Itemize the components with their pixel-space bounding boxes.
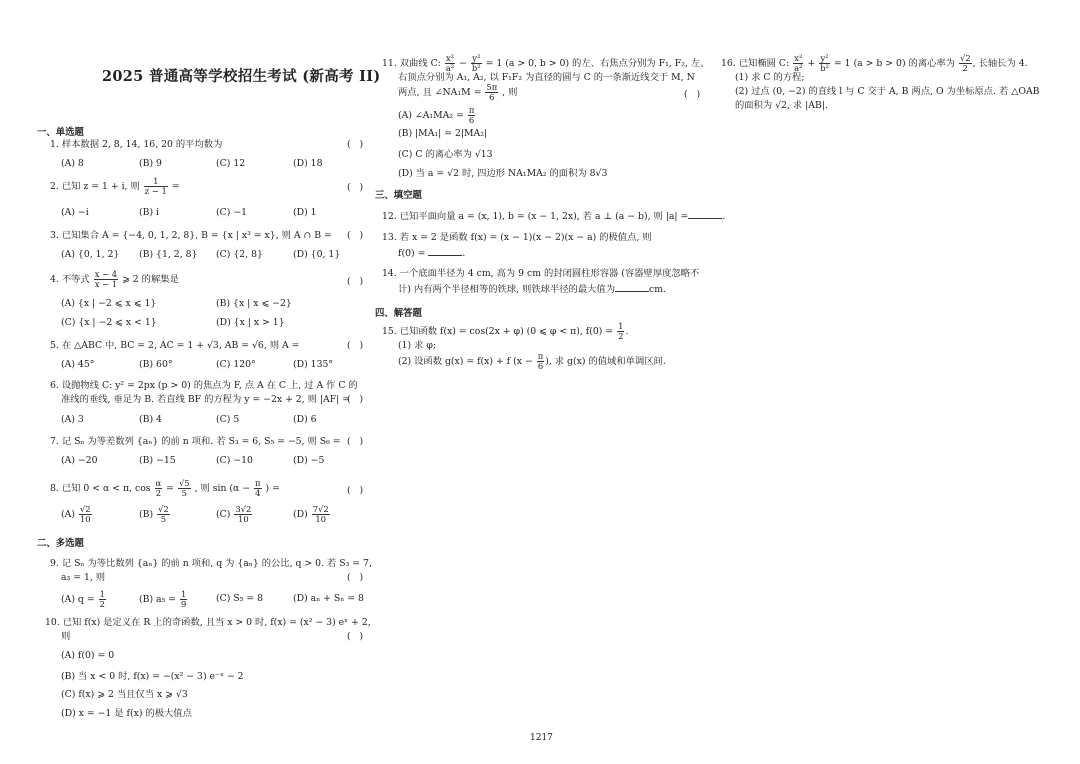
question-2-text: 2. 已知 z = 1 + i, 则 — [50, 181, 140, 192]
fraction-denominator: 6 — [468, 115, 475, 125]
question-16-line-1 — [721, 54, 1028, 73]
question-8-stem — [50, 479, 280, 498]
question-11-text: 11. 双曲线 C: — [382, 58, 441, 69]
fraction — [471, 54, 482, 73]
option-c: (C) −1 — [216, 207, 248, 218]
option-label: (D) — [293, 509, 308, 520]
fraction-denominator: 6 — [537, 361, 544, 371]
fraction-denominator: 10 — [238, 514, 249, 524]
answer-blank[interactable] — [428, 246, 462, 256]
fraction-denominator: 4 — [255, 488, 261, 498]
fraction-numerator: 7√2 — [312, 504, 329, 514]
fraction — [445, 54, 455, 73]
option-b: (B) {1, 2, 8} — [139, 249, 198, 260]
fraction — [617, 322, 624, 341]
fraction-numerator: π — [468, 105, 475, 115]
option-label: (A) — [61, 509, 75, 520]
option-d — [293, 505, 331, 524]
question-16-text: 16. 已知椭圆 C: — [721, 58, 790, 69]
fraction-denominator: a² — [445, 63, 455, 73]
option-c: (C) {2, 8} — [216, 249, 263, 260]
section-heading-single-choice: 一、单选题 — [37, 127, 84, 138]
fraction — [468, 106, 476, 125]
fraction-numerator: x² — [445, 53, 455, 63]
question-6-line-2: 准线的垂线, 垂足为 B. 若直线 BF 的方程为 y = −2x + 2, 则 |AF| = — [61, 394, 351, 405]
fraction-numerator: 1 — [144, 177, 168, 187]
question-8-text-end: ) = — [265, 483, 280, 494]
option-a — [398, 106, 476, 125]
fraction-denominator: 9 — [181, 599, 187, 609]
question-3-stem: 3. 已知集合 A = {−4, 0, 1, 2, 8}, B = {x | x³ = x}, 则 A ∩ B = — [50, 230, 332, 241]
fraction — [254, 479, 262, 498]
question-11-text: 两点, 且 ∠NA₁M = — [398, 87, 482, 98]
option-label: (A) q = — [61, 594, 95, 605]
question-1-stem: 1. 样本数据 2, 8, 14, 16, 20 的平均数为 — [50, 139, 223, 150]
option-d: (D) −5 — [293, 455, 325, 466]
fraction-denominator: 2 — [962, 63, 968, 73]
answer-bracket: ( ) — [347, 276, 364, 287]
option-b: (B) i — [139, 207, 160, 218]
fraction — [155, 479, 163, 498]
fraction-numerator: √2 — [959, 53, 971, 63]
question-8-text: 8. 已知 0 < α < π, cos — [50, 483, 151, 494]
option-c: (C) 12 — [216, 158, 246, 169]
option-c: (C) 120° — [216, 359, 256, 370]
answer-blank[interactable] — [615, 282, 649, 292]
option-c — [216, 505, 253, 524]
question-12-stem — [382, 209, 725, 223]
option-c: (C) f(x) ⩾ 2 当且仅当 x ⩾ √3 — [61, 689, 188, 700]
option-a: (A) f(0) = 0 — [61, 650, 115, 661]
question-10-line-1: 10. 已知 f(x) 是定义在 R 上的奇函数, 且当 x > 0 时, f(x) = (x² − 3) eˣ + 2, — [45, 617, 371, 628]
option-a: (A) {x | −2 ⩽ x ⩽ 1} — [61, 298, 157, 309]
fraction — [157, 505, 170, 524]
question-11-line-3 — [398, 83, 517, 102]
option-a: (A) −20 — [61, 455, 98, 466]
fraction-numerator: α — [155, 478, 162, 488]
question-16-text-end: , 长轴长为 4. — [972, 58, 1028, 69]
question-10-line-2: 则 — [61, 631, 71, 642]
option-a: (A) 8 — [61, 158, 84, 169]
fraction-denominator: 2 — [99, 599, 105, 609]
option-d: (D) x = −1 是 f(x) 的极大值点 — [61, 708, 192, 719]
option-b: (B) −15 — [139, 455, 176, 466]
option-c: (C) −10 — [216, 455, 253, 466]
fraction-numerator: x² — [794, 53, 803, 63]
answer-bracket: ( ) — [347, 631, 364, 642]
question-12-text-end: . — [722, 211, 726, 222]
fraction — [180, 590, 187, 609]
question-14-text-end: cm. — [649, 284, 667, 295]
option-a: (A) {0, 1, 2} — [61, 249, 120, 260]
fraction-numerator: √2 — [158, 504, 169, 514]
option-d: (D) 18 — [293, 158, 323, 169]
question-2-stem — [50, 177, 180, 196]
question-15-text-end: . — [625, 326, 629, 337]
fraction — [537, 352, 545, 371]
option-c: (C) C 的离心率为 √13 — [398, 149, 493, 160]
question-4-text-end: ⩾ 2 的解集是 — [122, 274, 179, 285]
question-13-text-end: . — [462, 248, 466, 259]
fraction — [79, 505, 92, 524]
question-11-text-end: , 则 — [502, 87, 518, 98]
question-2-text-end: = — [171, 181, 180, 192]
option-a: (A) 45° — [61, 359, 95, 370]
fraction-numerator: y² — [820, 53, 829, 63]
question-13-text: f(0) = — [398, 248, 426, 259]
question-4-stem — [50, 270, 179, 289]
question-15-line-2: (1) 求 φ; — [398, 340, 437, 351]
question-14-line-1: 14. 一个底面半径为 4 cm, 高为 9 cm 的封闭圆柱形容器 (容器壁厚度忽略不 — [382, 268, 700, 279]
option-b: (B) 当 x < 0 时, f(x) = −(x² − 3) e⁻ˣ − 2 — [61, 671, 244, 682]
answer-bracket: ( ) — [347, 436, 364, 447]
question-14-line-2 — [398, 282, 666, 296]
fraction — [99, 590, 106, 609]
option-b: (B) 60° — [139, 359, 173, 370]
option-b — [139, 505, 171, 524]
fraction-numerator: 1 — [618, 321, 624, 331]
question-9-line-2: a₃ = 1, 则 — [61, 572, 106, 583]
fraction-denominator: 5 — [181, 488, 187, 498]
question-9-line-1: 9. 记 Sₙ 为等比数列 {aₙ} 的前 n 项和, q 为 {aₙ} 的公比, q > 0. 若 S₃ = 7, — [50, 558, 372, 569]
option-d: (D) 1 — [293, 207, 317, 218]
option-c: (C) {x | −2 ⩽ x < 1} — [61, 317, 157, 328]
fraction-numerator: √5 — [178, 478, 190, 488]
section-heading-multiple-choice: 二、多选题 — [37, 538, 84, 549]
question-11-line-1 — [382, 54, 709, 73]
fraction-numerator: √2 — [79, 504, 91, 514]
question-11-line-2: 右顶点分别为 A₁, A₂, 以 F₁F₂ 为直径的圆与 C 的一条渐近线交于 M, N — [398, 72, 695, 83]
question-15-text-end: ), 求 g(x) 的值域和单调区间. — [545, 356, 666, 367]
question-7-stem: 7. 记 Sₙ 为等差数列 {aₙ} 的前 n 项和. 若 S₃ = 6, S₅ = −5, 则 S₆ = — [50, 436, 341, 447]
answer-bracket: ( ) — [347, 485, 364, 496]
section-heading-fill-in: 三、填空题 — [375, 190, 422, 201]
fraction-numerator: 5π — [486, 82, 498, 92]
fraction-numerator: 1 — [181, 589, 187, 599]
fraction-denominator: z − 1 — [144, 186, 167, 196]
answer-bracket: ( ) — [347, 230, 364, 241]
section-heading-problems: 四、解答题 — [375, 308, 422, 319]
question-15-text: 15. 已知函数 f(x) = cos(2x + φ) (0 ⩽ φ < π), f(0) = — [382, 326, 614, 337]
exam-title: 2025 普通高等学校招生考试 (新高考 II) — [102, 68, 381, 85]
question-6-line-1: 6. 设抛物线 C: y² = 2px (p > 0) 的焦点为 F, 点 A 在 C 上, 过 A 作 C 的 — [50, 380, 358, 391]
question-13-line-1: 13. 若 x = 2 是函数 f(x) = (x − 1)(x − 2)(x − a) 的极值点, 则 — [382, 232, 652, 243]
fraction — [144, 177, 168, 196]
question-14-text: 计) 内有两个半径相等的铁球, 则铁球半径的最大值为 — [398, 284, 616, 295]
fraction-denominator: 5 — [160, 514, 167, 524]
fraction-numerator: y² — [472, 53, 481, 63]
option-c: (C) S₅ = 8 — [216, 593, 264, 604]
question-5-stem: 5. 在 △ABC 中, BC = 2, AC = 1 + √3, AB = √6, 则 A = — [50, 340, 300, 351]
option-label: (B) — [139, 509, 154, 520]
option-d: (D) {x | x > 1} — [216, 317, 285, 328]
question-8-text-mid: , 则 sin (α − — [194, 483, 251, 494]
fraction-denominator: b² — [820, 63, 829, 73]
fraction — [312, 505, 330, 524]
answer-blank[interactable] — [688, 209, 722, 219]
fraction — [793, 54, 803, 73]
fraction-denominator: 2 — [155, 488, 162, 498]
fraction-denominator: 10 — [315, 514, 327, 524]
fraction-denominator: 2 — [618, 331, 624, 341]
question-16-text-mid: = 1 (a > b > 0) 的离心率为 — [833, 58, 956, 69]
answer-bracket: ( ) — [684, 89, 701, 100]
option-b: (B) 4 — [139, 414, 162, 425]
question-15-line-1 — [382, 322, 628, 341]
option-c: (C) 5 — [216, 414, 240, 425]
answer-bracket: ( ) — [347, 572, 364, 583]
question-15-line-3 — [398, 352, 666, 371]
answer-bracket: ( ) — [347, 182, 364, 193]
fraction-denominator: b² — [471, 63, 481, 73]
fraction — [94, 270, 118, 289]
plus-sign: + — [807, 58, 816, 69]
answer-bracket: ( ) — [347, 139, 364, 150]
option-d: (D) 6 — [293, 414, 317, 425]
page-number: 1217 — [530, 733, 553, 743]
option-d: (D) 当 a = √2 时, 四边形 NA₁MA₂ 的面积为 8√3 — [398, 168, 608, 179]
question-15-text: (2) 设函数 g(x) = f(x) + f (x − — [398, 356, 533, 367]
answer-bracket: ( ) — [347, 394, 364, 405]
option-d: (D) 135° — [293, 359, 334, 370]
option-a — [61, 505, 93, 524]
fraction — [485, 83, 498, 102]
answer-bracket: ( ) — [347, 340, 364, 351]
option-label: (A) ∠A₁MA₂ = — [398, 110, 464, 121]
question-16-line-3: (2) 过点 (0, −2) 的直线 l 与 C 交于 A, B 两点, O 为坐标原点. 若 △OAB — [735, 86, 1040, 97]
option-a: (A) −i — [61, 207, 89, 218]
fraction-denominator: 6 — [489, 92, 495, 102]
option-label: (B) a₅ = — [139, 594, 177, 605]
fraction-numerator: 1 — [99, 589, 105, 599]
option-d: (D) aₙ + Sₙ = 8 — [293, 593, 364, 604]
question-16-line-4: 的面积为 √2, 求 |AB|. — [735, 100, 828, 111]
fraction-numerator: π — [537, 351, 544, 361]
question-13-line-2 — [398, 246, 465, 260]
fraction-denominator: a² — [794, 63, 803, 73]
fraction-denominator: x − 1 — [94, 279, 118, 289]
equals-sign: = — [166, 483, 174, 494]
minus-sign: − — [459, 58, 467, 69]
fraction-numerator: x − 4 — [94, 269, 118, 279]
option-label: (C) — [216, 509, 231, 520]
question-11-text-end: = 1 (a > 0, b > 0) 的左、右焦点分别为 F₁, F₂, 左、 — [485, 58, 710, 69]
option-a — [61, 590, 107, 609]
option-b: (B) |MA₁| = 2|MA₂| — [398, 128, 488, 139]
fraction — [959, 54, 972, 73]
fraction-numerator: π — [255, 478, 261, 488]
question-12-text: 12. 已知平面向量 a = (x, 1), b = (x − 1, 2x), 若 a ⊥ (a − b), 则 |a| = — [382, 211, 689, 222]
fraction — [234, 505, 252, 524]
fraction-numerator: 3√2 — [235, 504, 252, 514]
fraction — [819, 54, 830, 73]
option-b: (B) 9 — [139, 158, 162, 169]
option-d: (D) {0, 1} — [293, 249, 341, 260]
fraction — [178, 479, 191, 498]
option-a: (A) 3 — [61, 414, 84, 425]
option-b: (B) {x | x ⩽ −2} — [216, 298, 292, 309]
question-4-text: 4. 不等式 — [50, 274, 90, 285]
fraction-denominator: 10 — [79, 514, 91, 524]
question-16-line-2: (1) 求 C 的方程; — [735, 72, 805, 83]
option-b — [139, 590, 188, 609]
